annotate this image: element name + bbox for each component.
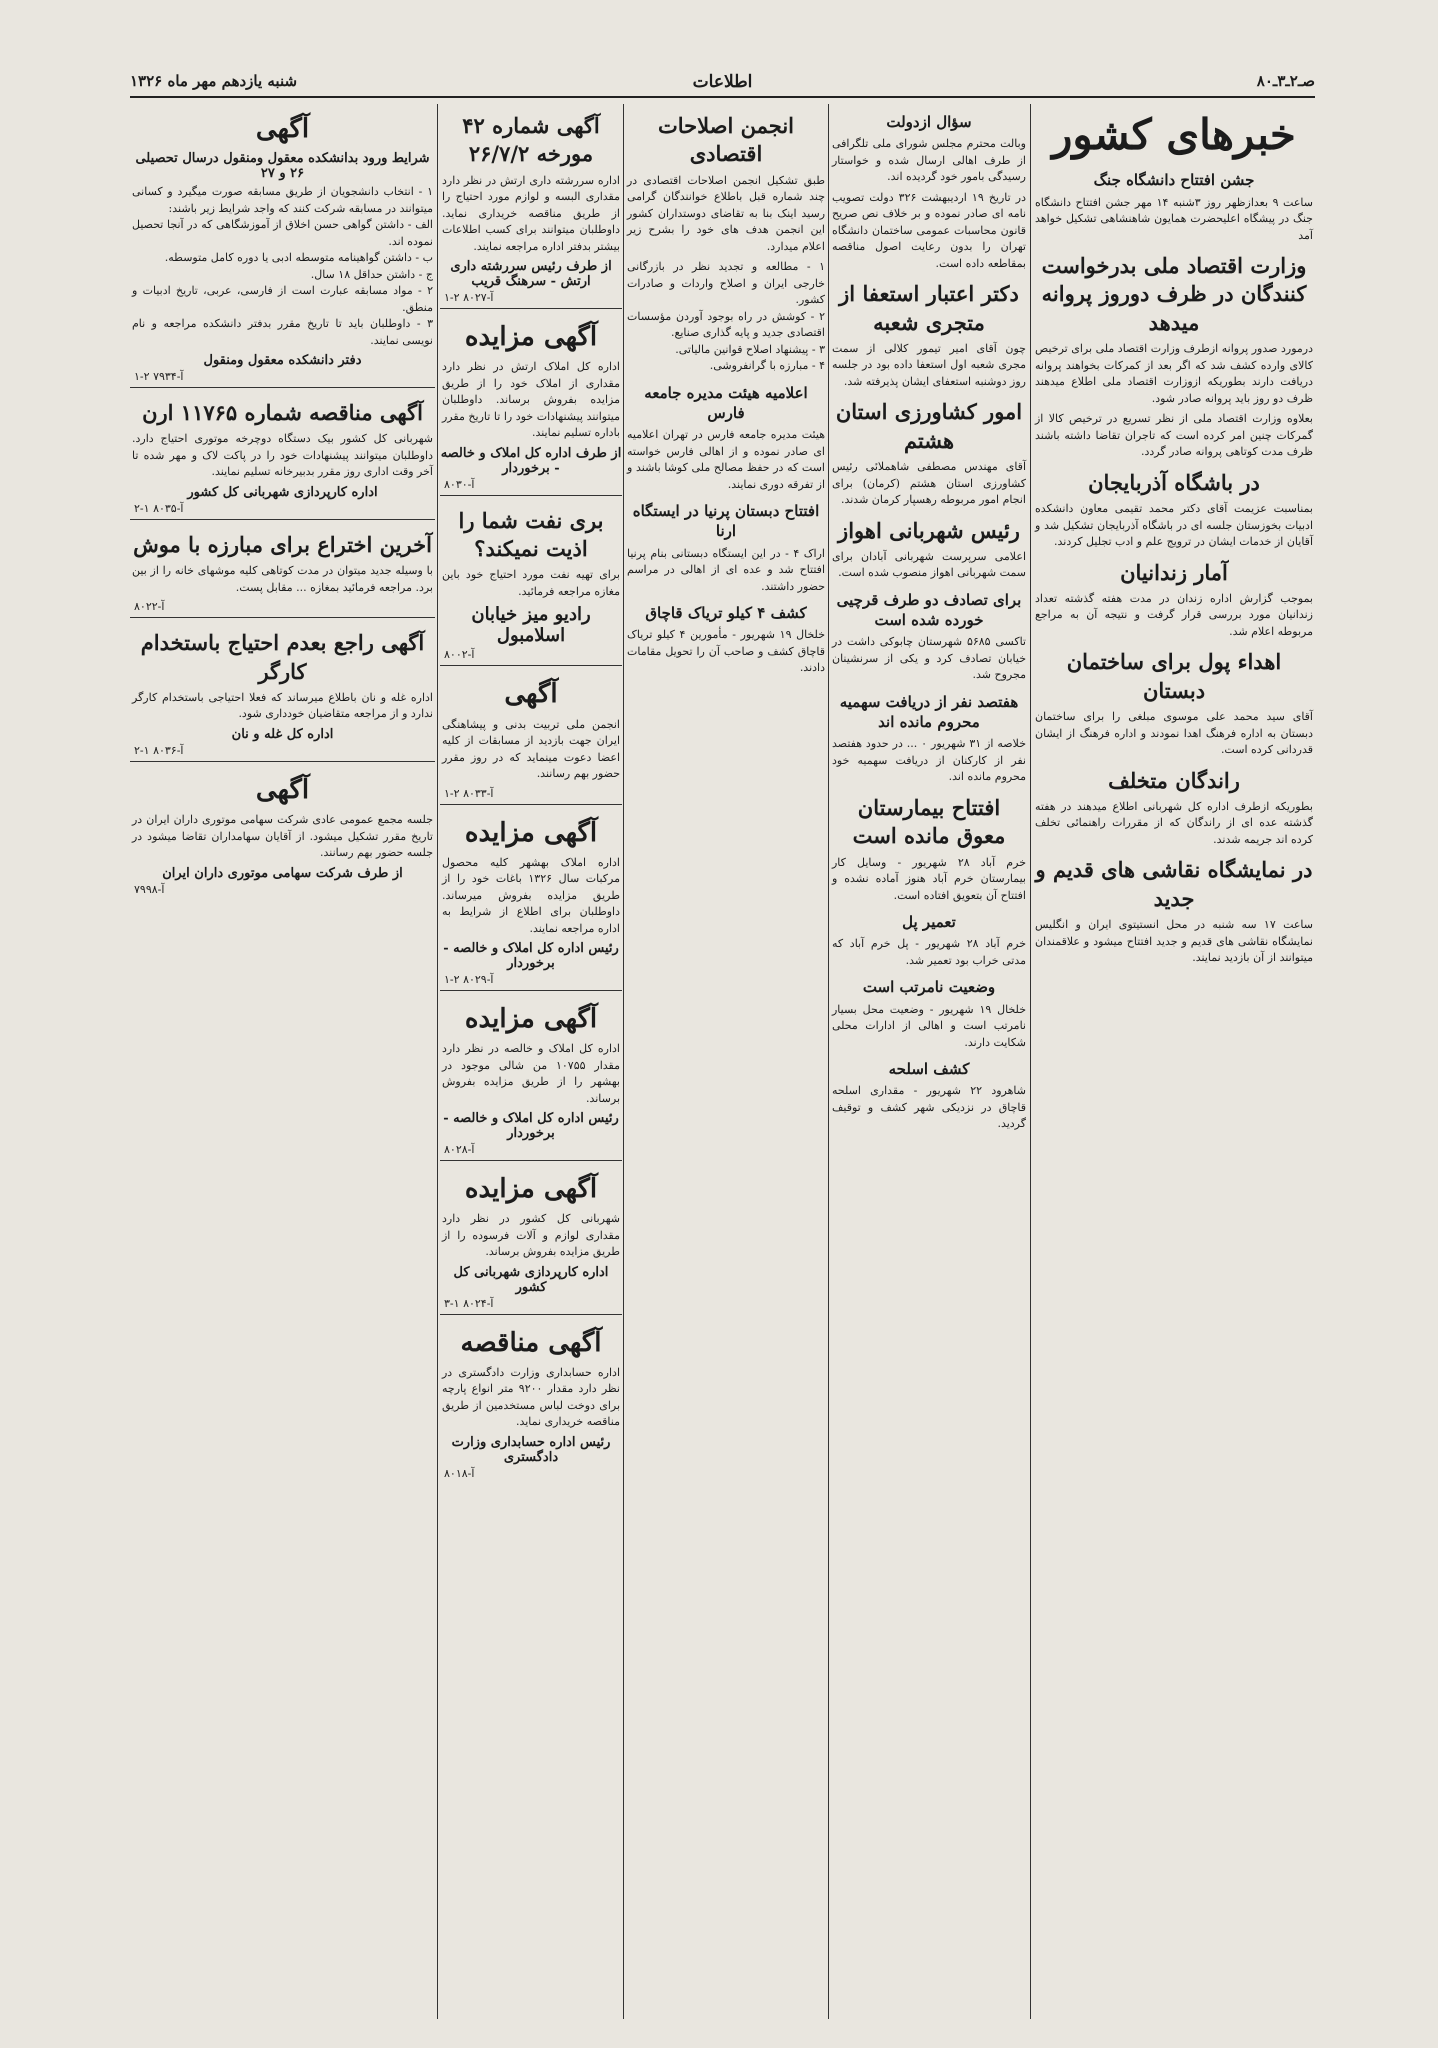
ad-body: اداره سررشته داری ارتش در نظر دارد مقداری البسه و لوازم مورد احتیاج را از طریق مناقصه خریداری نماید. داوطلبان میتوانند برای کسب اطلاعات بیشتر بدفتر اداره مراجعه نمایند. <box>442 173 620 253</box>
ad-code: آ-۸۰۲۷ ۲-۱ <box>444 291 494 305</box>
article-headline: دکتر اعتبار استعفا از متجری شعبه <box>839 281 1019 335</box>
ad-code: آ-۸۰۲۹ ۲-۱ <box>444 973 494 987</box>
ad-signature: از طرف شرکت سهامی موتوری داران ایران <box>162 865 403 881</box>
article-body: اراک ۴ - در این ایستگاه دبستانی بنام پرنیا افتتاح شد و عده ای از اهالی در مراسم حضور داشتند. <box>627 546 825 593</box>
article-body: آقای سید محمد علی موسوی مبلغی را برای ساختمان دبستان به اداره فرهنگ اهدا نمودند و اداره فرهنگ از ایشان قدردانی کرده است. <box>1035 710 1313 757</box>
article-body: خلاصه از ۳۱ شهریور ۰ ... در حدود هفتصد نفر از کارکنان از دریافت سهمیه خود محروم مانده اند. <box>832 737 1027 784</box>
article-headline: در باشگاه آذربایجان <box>1088 469 1260 495</box>
article-body: بطوریکه ازطرف اداره کل شهربانی اطلاع میدهند در هفته گذشته عده ای از راندگان که از مقررات راهنمائی تخلف کرده اند جریمه شدند. <box>1035 799 1313 846</box>
article-body: ۱ - مطالعه و تجدید نظر در بازرگانی خارجی ایران و اصلاح واردات و صادرات کشور. ۲ - کوشش در راه بوجود آوردن مؤسسات اقتصادی جدید و پایه گذاری صنایع. ۳ - پیشنهاد اصلاح قوانین مالیاتی. ۴ - مبارزه با گرانفروشی. <box>627 260 825 373</box>
column-ads-1 <box>440 104 622 2019</box>
article-headline: وضعیت نامرتب است <box>862 978 996 997</box>
ad-signature: اداره کارپردازی شهربانی کل کشور <box>187 484 378 500</box>
article-body: خلخال ۱۹ شهریور - وضعیت محل بسیار نامرتب است و اهالی از ادارات محلی شکایت دارند. <box>832 1002 1026 1049</box>
ad-code: آ-۸۰۲۲ <box>134 600 165 614</box>
ad-signature: از طرف رئیس سررشته داری ارتش - سرهنگ قریب <box>450 259 612 290</box>
ad-code: آ-۸۰۰۲ <box>444 648 475 662</box>
article-headline: امور کشاورزی استان هشتم <box>835 399 1023 453</box>
ad-code: آ-۸۰۳۵ ۱-۲ <box>134 501 184 515</box>
column-rule <box>437 104 438 2019</box>
ad-headline: آگهی مزایده <box>464 1174 598 1205</box>
article-headline: تعمیر پل <box>902 913 956 932</box>
article-headline: اعلامیه هیئت مدیره جامعه فارس <box>644 383 808 422</box>
ad-body: اداره کل املاک ارتش در نظر دارد مقداری از املاک خود را از طریق مزایده بفروش برساند. داوطلبان میتوانند پیشنهادات خود را تا تاریخ مقرر باداره تسلیم نمایند. <box>442 360 620 440</box>
ad-code: آ-۸۰۳۰ <box>444 477 475 491</box>
article-body: هیئت مدیره جامعه فارس در تهران اعلامیه ای صادر نموده و از اهالی فارس خواسته است که در حفظ مصالح ملی کوشا باشند و از تفرقه دوری نمایند. <box>627 428 825 491</box>
article-body: طبق تشکیل انجمن اصلاحات اقتصادی در چند شماره قبل باطلاع خوانندگان گرامی رسید اینک بنا به تقاضای دوستداران کشور این انجمن هدف های خود را بشرح زیر اعلام میدارد. <box>627 173 825 253</box>
article-headline: آمار زندانیان <box>1120 559 1228 585</box>
ad-headline: آگهی مناقصه شماره ۱۱۷۶۵ ارن <box>142 400 423 426</box>
ad-headline: آگهی <box>504 679 558 710</box>
article-body: چون آقای امیر تیمور کلالی از سمت مجری شعبه اول استعفا داده بود در جلسه روز دوشنبه استعفای ایشان پذیرفته شد. <box>832 341 1026 388</box>
article-headline: در نمایشگاه نقاشی های قدیم و جدید <box>1035 857 1313 911</box>
article-headline: کشف اسلحه <box>888 1060 970 1079</box>
ad-subheadline: شرایط ورود بدانشکده معقول ومنقول درسال تحصیلی ۲۶ و ۲۷ <box>135 151 430 182</box>
ad-signature: دفتر دانشکده معقول ومنقول <box>203 353 362 369</box>
ad-headline: آخرین اختراع برای مبارزه با موش <box>133 531 432 557</box>
article-headline: انجمن اصلاحات اقتصادی <box>657 113 795 167</box>
ad-code: آ-۸۰۳۶ ۱-۲ <box>134 743 184 757</box>
article-headline: برای تصادف دو طرف قرچیی خورده شده است <box>836 590 1022 630</box>
ad-headline: بری نفت شما را اذیت نمیکند؟ <box>458 507 604 562</box>
ad-signature: رئیس اداره حسابداری وزارت دادگستری <box>451 1434 611 1465</box>
ad-code: آ-۷۹۹۸ <box>134 882 165 896</box>
ad-body: جلسه مجمع عمومی عادی شرکت سهامی موتوری داران ایران در تاریخ مقرر تشکیل میشود. از آقایان سهامداران تقاضا میشود در جلسه حضور بهم رسانند. <box>132 813 433 860</box>
ad-headline: آگهی مزایده <box>464 1004 598 1035</box>
ad-body: اداره غله و نان باطلاع میرساند که فعلا احتیاجی باستخدام کارگر ندارد و از مراجعه متقاضیان خودداری شود. <box>132 690 433 721</box>
article-headline: سؤال ازدولت <box>886 113 972 131</box>
article-headline: افتتاح بیمارستان معوق مانده است <box>852 794 1006 849</box>
article-body: آقای مهندس مصطفی شاهملائی رئیس کشاورزی استان هشتم (کرمان) برای انجام امور مربوطه رهسپار کرمان شدند. <box>832 460 1026 507</box>
article-body: بعلاوه وزارت اقتصاد ملی از نظر تسریع در ترخیص کالا از گمرکات چنین امر کرده است که تاجران تقاضا داشته باشند ظرف مدت کوتاهی پروانه صادر گردد. <box>1035 412 1313 459</box>
ad-headline: آگهی شماره ۴۲ مورخه ۲۶/۷/۲ <box>462 113 600 167</box>
ad-body: شهربانی کل کشور در نظر دارد مقداری لوازم و آلات فرسوده را از طریق مزایده بفروش برساند. <box>442 1212 620 1259</box>
article-headline: افتتاح دبستان پرنیا در ایستگاه ارنا <box>632 502 820 541</box>
section-title: خبرهای کشور <box>1052 110 1296 159</box>
ad-headline: آگهی مناقصه <box>460 1327 602 1358</box>
article-body: بموجب گزارش اداره زندان در مدت هفته گذشته تعداد زندانیان مورد بررسی قرار گرفت و نتیجه آن به مراجع مربوطه اعلام شد. <box>1035 591 1313 638</box>
ad-body: با وسیله جدید میتوان در مدت کوتاهی کلیه موشهای خانه را از بین برد. مراجعه فرمائید بمغازه ... مقابل پست. <box>132 564 433 594</box>
article-body: شاهرود ۲۲ شهریور - مقداری اسلحه قاچاق در نزدیکی شهر کشف و توقیف گردید. <box>832 1084 1026 1131</box>
article-body: خرم آباد ۲۸ شهریور - پل خرم آباد که مدتی خراب بود تعمیر شد. <box>832 937 1026 967</box>
article-body: ساعت ۱۷ سه شنبه در محل انستیتوی ایران و انگلیس نمایشگاه نقاشی های قدیم و جدید افتتاح میشود و علاقمندان میتوانند از آن بازدید نمایند. <box>1035 918 1313 965</box>
ad-signature: اداره کارپردازی شهربانی کل کشور <box>453 1264 609 1295</box>
ad-headline: آگهی مزایده <box>464 322 598 353</box>
ad-signature: اداره کل غله و نان <box>231 726 334 742</box>
ad-body: برای تهیه نفت مورد احتیاج خود باین مغازه مراجعه فرمائید. <box>442 568 620 598</box>
article-body: درمورد صدور پروانه ازطرف وزارت اقتصاد ملی برای ترخیص کالای وارده کشف شد که اگر بعد از کمرکات بخواهند پروانه دریافت دارند بطوریکه ازوزارت اقتصاد ملی اطلاع میدهند ظرف دو روز باید پروانه صادر شود. <box>1035 342 1313 405</box>
article-body: در تاریخ ۱۹ اردیبهشت ۳۲۶ دولت تصویب نامه ای صادر نموده و بر خلاف نص صریح قانون محاسبات عمومی ساختمان دانشگاه تهران را بدون رعایت اصول مناقصه بمقاطعه داده است. <box>832 190 1026 270</box>
ad-code: آ-۷۹۳۴ ۲-۱ <box>134 370 184 384</box>
ad-code: آ-۸۰۳۳ ۲-۱ <box>444 786 494 800</box>
column-news-3 <box>625 104 827 2019</box>
ad-body: انجمن ملی تربیت بدنی و پیشاهنگی ایران جهت بازدید از مسابقات از کلیه اعضا دعوت مینماید که در روز مقرر حضور بهم رسانند. <box>442 717 620 781</box>
column-rule <box>828 104 829 2019</box>
article-body: تاکسی ۵۶۸۵ شهرستان چابوکی داشت در خیابان تصادف کرد و یکی از سرنشینان مجروح شد. <box>832 635 1026 682</box>
article-body: خرم آباد ۲۸ شهریور - وسایل کار بیمارستان خرم آباد هنوز آماده نشده و افتتاح آن بتعویق افتاده است. <box>832 855 1026 902</box>
article-headline: هفتصد نفر از دریافت سهمیه محروم مانده اند <box>839 692 1019 732</box>
article-body: خلخال ۱۹ شهریور - مأمورین ۴ کیلو تریاک قاچاق کشف و صاحب آن را تحویل مقامات دادند. <box>627 628 825 675</box>
ad-headline: آگهی مزایده <box>464 817 598 848</box>
ad-body: شهربانی کل کشور بیک دستگاه دوچرخه موتوری احتیاج دارد. داوطلبان میتوانند پیشنهادات خود را در پاکت لاک و مهر شده تا آخر وقت اداری روز مقرر بدبیرخانه تسلیم نمایند. <box>132 432 433 479</box>
ad-code: آ-۸۰۲۴ ۱-۳ <box>444 1296 494 1310</box>
ad-body: ۱ - انتخاب دانشجویان از طریق مسابقه صورت میگیرد و کسانی میتوانند در مسابقه شرکت کنند که واجد شرایط زیر باشند: الف - داشتن گواهی حسن اخلاق از آموزشگاهی که در آنجا تحصیل نموده اند. ب - داشتن گواهینامه متوسطه ادبی یا دوره کامل متوسطه. ج - داشتن حداقل ۱۸ سال. ۲ - مواد مسابقه عبارت است از فارسی، عربی، تاریخ ادبیات و منطق. ۳ - داوطلبان باید تا تاریخ مقرر بدفتر دانشکده مراجعه و نام نویسی نمایند. <box>132 185 433 347</box>
ad-signature: از طرف اداره کل املاک و خالصه - برخوردار <box>440 445 622 476</box>
page-header <box>130 68 1315 98</box>
issue-date: شنبه یازدهم مهر ماه ۱۳۲۶ <box>130 72 298 90</box>
article-headline: رئیس شهربانی اهواز <box>838 517 1020 543</box>
column-country-news <box>1033 104 1315 2019</box>
article-body: اعلامی سرپرست شهربانی آبادان برای سمت شهربانی اهواز منصوب شده است. <box>832 549 1026 580</box>
ad-code: آ-۸۰۲۸ <box>444 1143 475 1157</box>
ad-signature: رئیس اداره کل املاک و خالصه - برخوردار <box>443 1111 619 1142</box>
column-news-2 <box>830 104 1028 2019</box>
ad-headline: آگهی راجع بعدم احتیاج باستخدام کارگر <box>140 630 425 684</box>
article-headline: اهداء پول برای ساختمان دبستان <box>1066 649 1282 703</box>
column-ads-2 <box>130 104 435 2019</box>
article-body: بمناسبت عزیمت آقای دکتر محمد تقیمی معاون دانشکده ادبیات بخوزستان جلسه ای در باشگاه آذربایجان تشکیل شد و آقایان از خدمات ایشان در ترویج علم و ادب تجلیل کردند. <box>1035 502 1313 549</box>
column-rule <box>1030 104 1031 2019</box>
ad-headline: آگهی <box>255 774 310 805</box>
page-number: صـ۲ـ۳ـ۸۰ <box>1256 72 1315 90</box>
ad-signature: رادیو میز خیابان اسلامبول <box>471 604 591 647</box>
article-headline: راندگان متخلف <box>1108 767 1240 793</box>
ad-body: اداره حسابداری وزارت دادگستری در نظر دارد مقدار ۹۲۰۰ متر انواع پارچه برای دوخت لباس مستخدمین از طریق مناقصه خریداری نماید. <box>442 1365 620 1429</box>
ad-body: اداره کل املاک و خالصه در نظر دارد مقدار ۱۰۷۵۵ من شالی موجود در بهشهر را از طریق مزایده بفروش برساند. <box>442 1042 620 1105</box>
column-rule <box>623 104 624 2019</box>
article-headline: کشف ۴ کیلو تریاک قاچاق <box>645 604 807 623</box>
article-body: وبالت محترم مجلس شورای ملی تلگرافی از طرف اهالی ارسال شده و خواستار رسیدگی بامور خود گردیده اند. <box>832 137 1026 184</box>
ad-code: آ-۸۰۱۸ <box>444 1466 475 1480</box>
newspaper-name: اطلاعات <box>692 72 753 92</box>
ad-body: اداره املاک بهشهر کلیه محصول مرکبات سال ۱۳۲۶ باغات خود را از طریق مزایده بفروش میرساند. داوطلبان برای اطلاع از شرایط به اداره مراجعه نمایند. <box>442 855 620 935</box>
ad-headline: آگهی <box>255 114 310 144</box>
ad-signature: رئیس اداره کل املاک و خالصه - برخوردار <box>443 941 619 972</box>
article-body: ساعت ۹ بعدازظهر روز ۳شنبه ۱۴ مهر جشن افتتاح دانشگاه جنگ در پیشگاه اعلیحضرت همایون شاهنشاهی تشکیل خواهد آمد <box>1035 195 1313 242</box>
article-headline: وزارت اقتصاد ملی بدرخواست کنندگان در ظرف دوروز پروانه میدهد <box>1041 253 1307 335</box>
article-headline: جشن افتتاح دانشگاه جنگ <box>1093 171 1255 190</box>
